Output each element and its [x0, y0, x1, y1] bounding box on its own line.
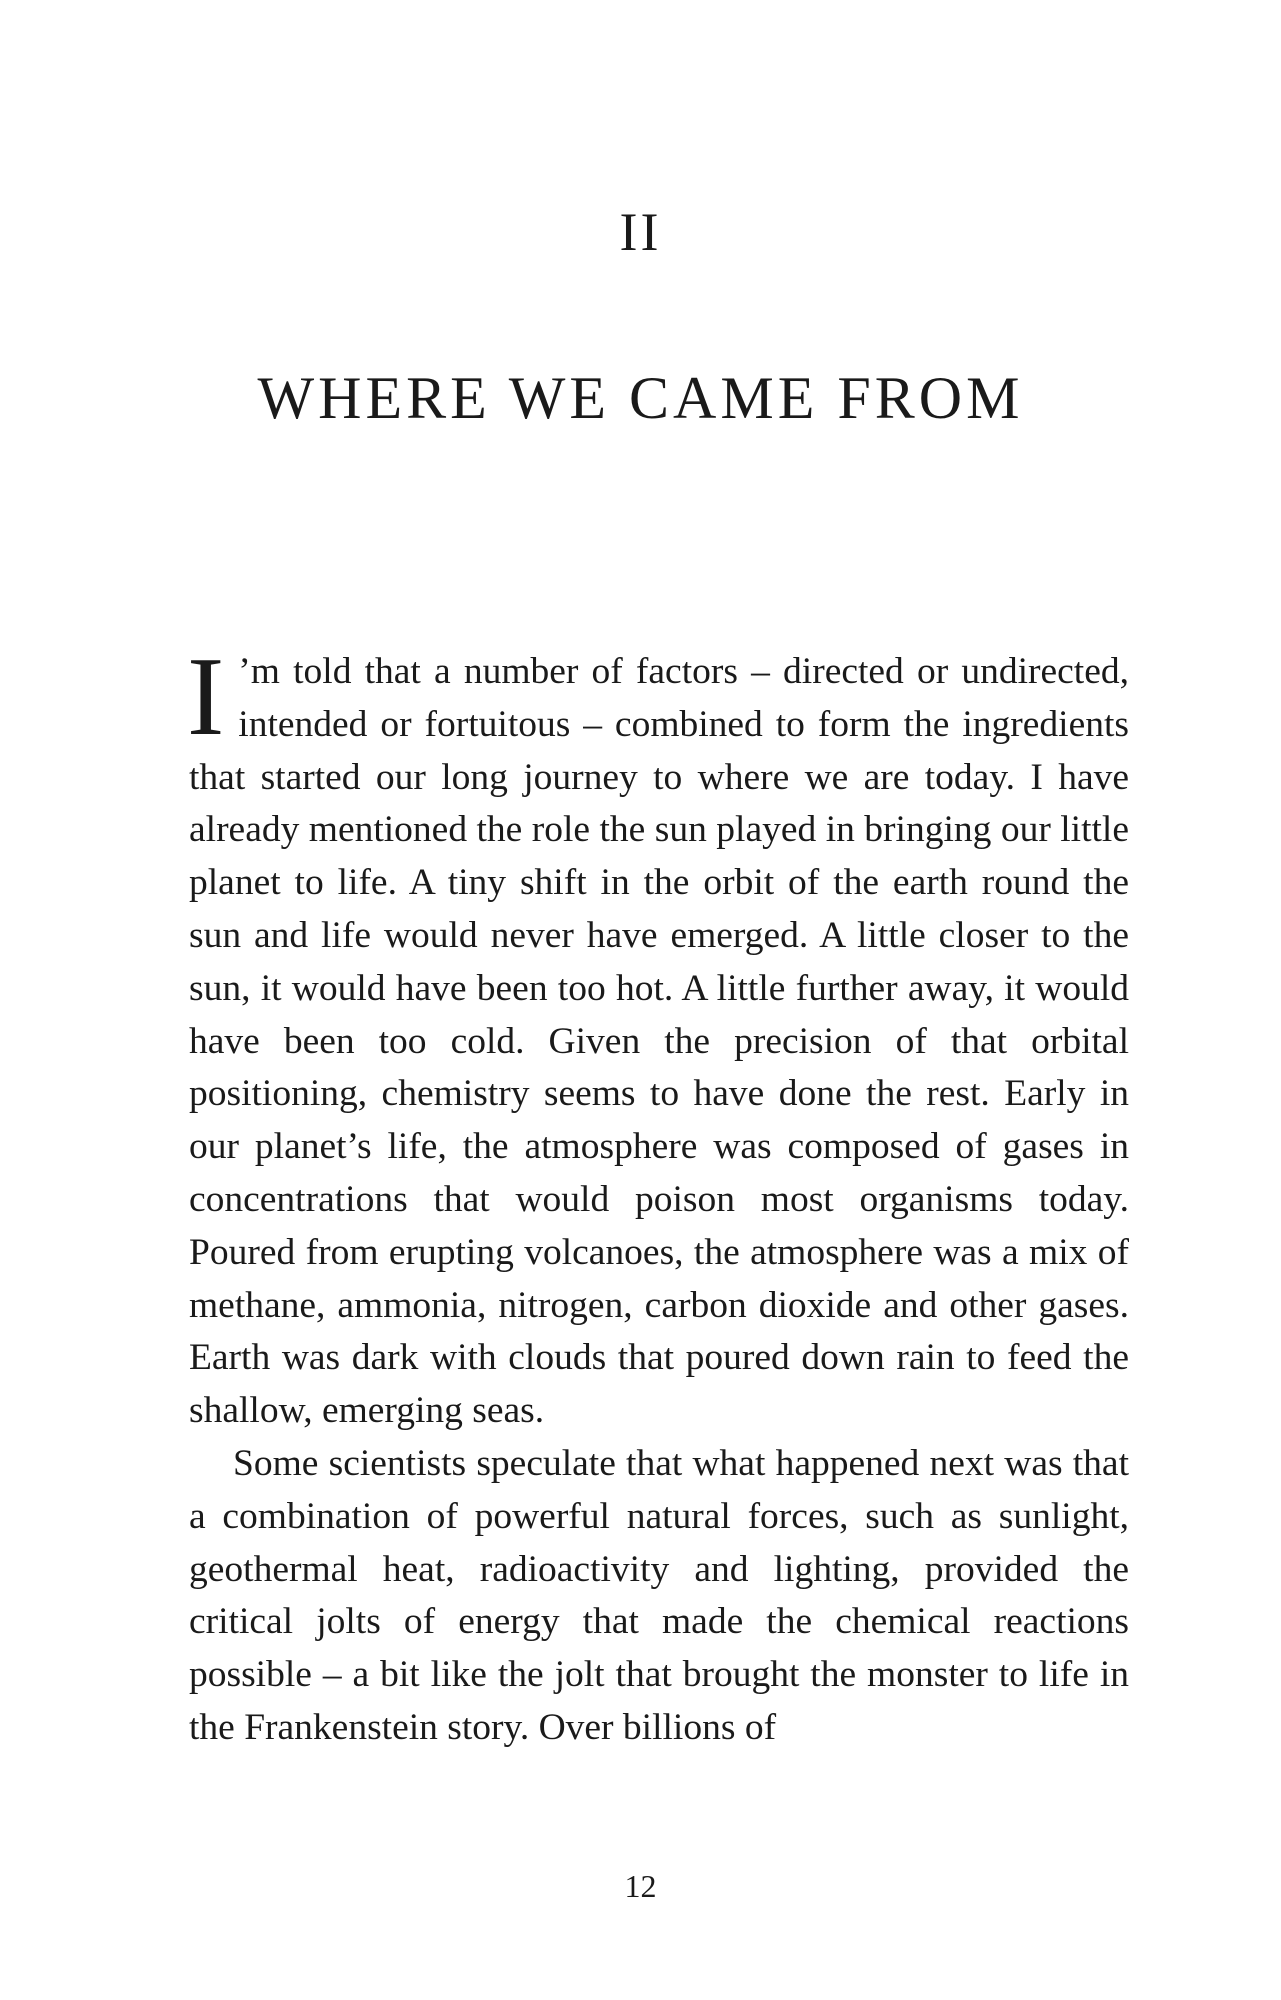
- paragraph-1-text: ’m told that a number of factors – directed or undirected, intended or fortuitous – combined to form the ingredients that started our long journey to where we are today. I have already mentioned the role the sun played in bringing our little planet to life. A tiny shift in the orbit of the earth round the sun and life would never have emerged. A little closer to the sun, it would have been too hot. A little further away, it would have been too cold. Given the precision of that orbital positioning, chemistry seems to have done the rest. Early in our planet’s life, the atmosphere was composed of gases in concentrations that would poison most organisms today. Poured from erupting volcanoes, the atmosphere was a mix of methane, ammonia, nitrogen, carbon dioxide and other gases. Earth was dark with clouds that poured down rain to feed the shallow, emerging seas.: [189, 651, 1129, 1432]
- paragraph-2: Some scientists speculate that what happened next was that a combination of powerful natural forces, such as sunlight, geothermal heat, radioactivity and lighting, provided the critical jolts of energy that made the chemical reactions possible – a bit like the jolt that brought the monster to life in the Frankenstein story. Over billions of: [189, 1442, 1129, 1748]
- page-number: 12: [624, 1868, 657, 1904]
- chapter-title: WHERE WE CAME FROM: [257, 365, 1024, 431]
- chapter-number: II: [619, 202, 662, 262]
- drop-cap: I: [187, 635, 225, 759]
- paragraph-1: [187, 635, 1129, 1438]
- body-text: [187, 635, 1129, 1755]
